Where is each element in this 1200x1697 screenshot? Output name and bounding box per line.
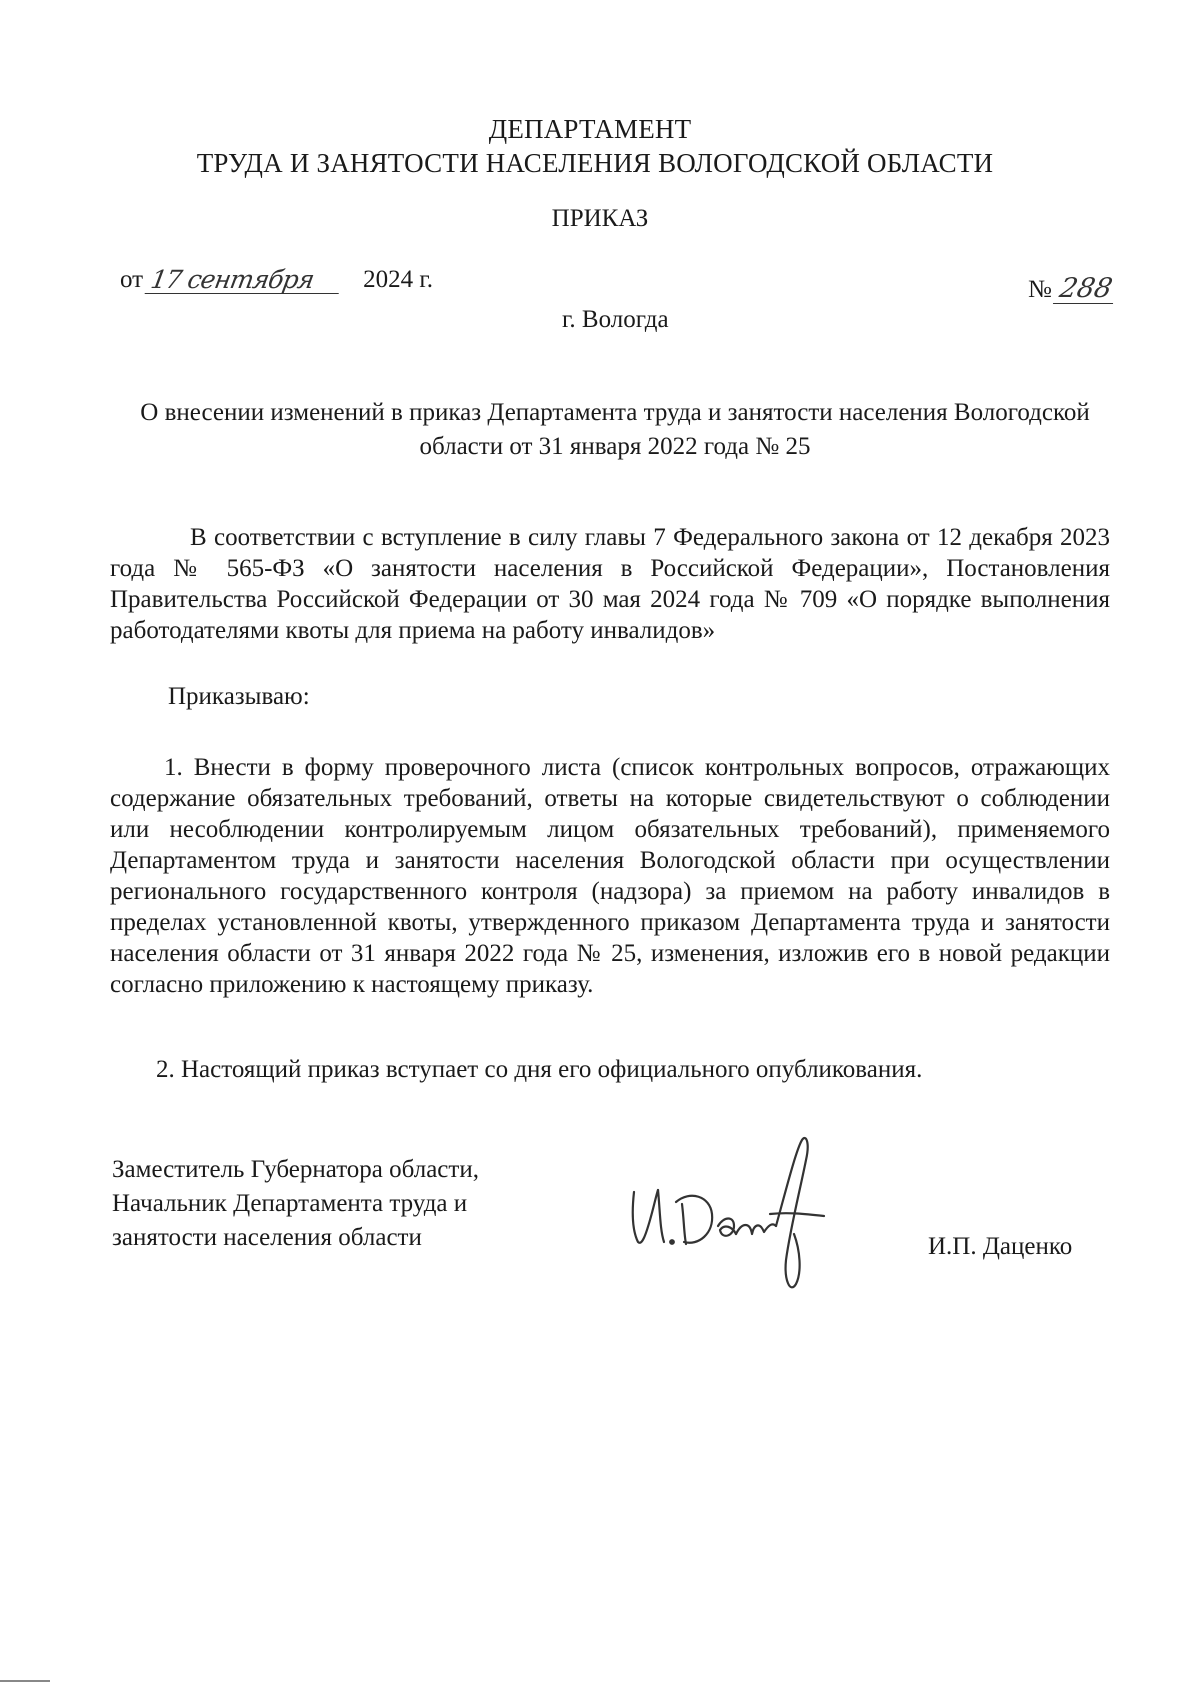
signatory-line-3: занятости населения области: [112, 1224, 422, 1251]
signatory-name: И.П. Даценко: [928, 1233, 1073, 1260]
scan-artifact: [0, 1680, 50, 1682]
signatory-line-1: Заместитель Губернатора области,: [112, 1156, 479, 1183]
signatory-line-2: Начальник Департамента труда и: [112, 1190, 468, 1217]
handwritten-signature: [620, 1130, 850, 1300]
document-type: ПРИКАЗ: [551, 205, 649, 232]
number-prefix: №: [1028, 276, 1052, 303]
order-item-1: 1. Внести в форму проверочного листа (список контрольных вопросов, отражающих содержание обязательных требований, ответы на которые свидетельствуют о соблюдении или несоблюдении контролируемым лицом обязательных требований), применяемого Департаментом труда и занятости населения Вологодской области при осуществлении регионального государственного контроля (надзора) за приемом на работу инвалидов в пределах установленной квоты, утвержденного приказом Департамента труда и занятости населения области от 31 января 2022 года № 25, изменения, изложив его в новой редакции согласно приложению к настоящему приказу.: [110, 754, 1110, 998]
order-intro: Приказываю:: [168, 683, 310, 710]
city: г. Вологда: [562, 306, 669, 333]
document-subject: О внесении изменений в приказ Департамента труда и занятости населения Вологодской области от 31 января 2022 года № 25: [140, 399, 1090, 460]
header-department-full: ТРУДА И ЗАНЯТОСТИ НАСЕЛЕНИЯ ВОЛОГОДСКОЙ ОБЛАСТИ: [196, 148, 994, 178]
date-year: 2024 г.: [363, 266, 434, 293]
signatory-title: [112, 1153, 479, 1255]
date-line: [120, 266, 433, 294]
handwritten-number: 288: [1053, 275, 1119, 304]
number-line: [1028, 275, 1115, 304]
header-department: ДЕПАРТАМЕНТ: [488, 114, 692, 144]
date-prefix: от: [120, 266, 144, 293]
intro-paragraph: В соответствии с вступление в силу главы 7 Федерального закона от 12 декабря 2023 года № 565-ФЗ «О занятости населения в Российской Федерации», Постановления Правительства Российской Федерации от 30 мая 2024 года № 709 «О порядке выполнения работодателями квоты для приема на работу инвалидов»: [110, 524, 1110, 644]
handwritten-date: 17 сентября: [145, 267, 344, 294]
order-item-2: 2. Настоящий приказ вступает со дня его официального опубликования.: [156, 1056, 923, 1083]
